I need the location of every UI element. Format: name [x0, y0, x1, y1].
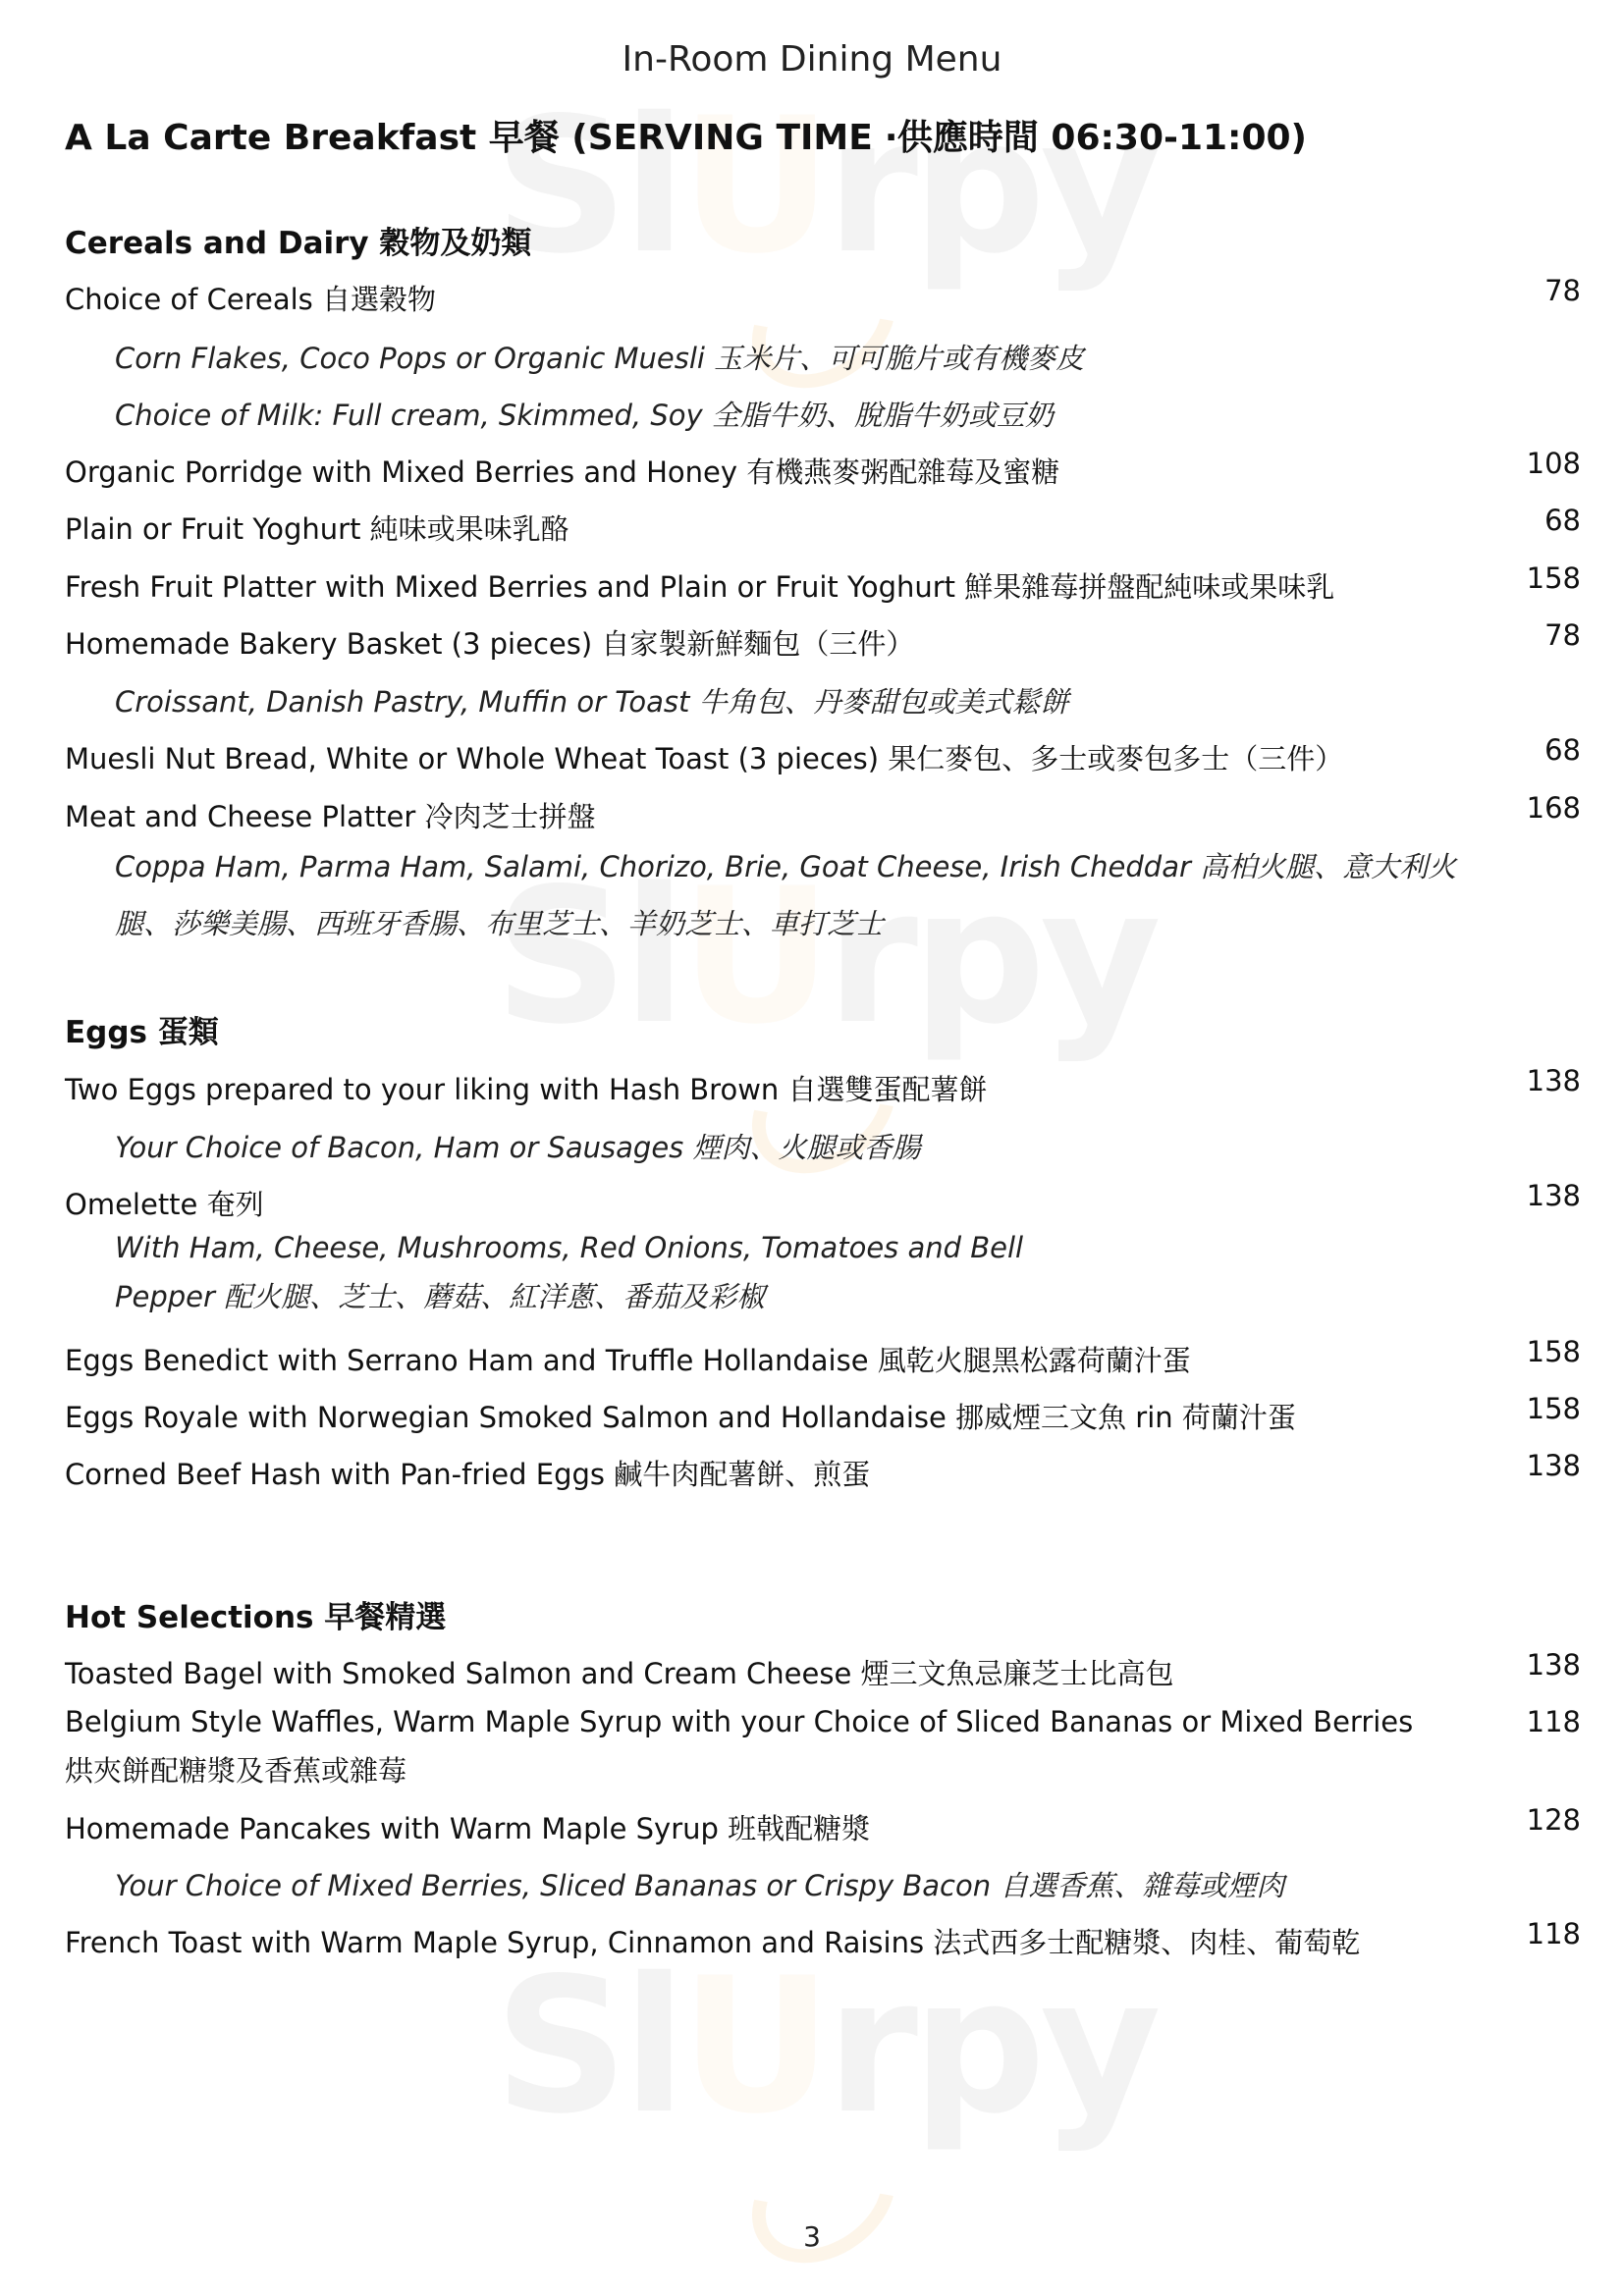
menu-item-price: 128 [1526, 1803, 1581, 1837]
menu-item-description: Your Choice of Mixed Berries, Sliced Bananas or Crispy Bacon 自選香蕉、雜莓或煙肉 [115, 1869, 1285, 1902]
menu-item-description: Your Choice of Bacon, Ham or Sausages 煙肉、火腿或香腸 [115, 1131, 921, 1164]
menu-item-name: Belgium Style Waffles, Warm Maple Syrup with your Choice of Sliced Bananas or Mixed Berries 烘夾餅配糖漿及香蕉或雜莓 [65, 1705, 1414, 1788]
page-number: 3 [803, 2220, 821, 2253]
menu-item-price: 158 [1526, 1335, 1581, 1368]
section-title-eggs: Eggs 蛋類 [65, 1015, 219, 1050]
menu-subtitle: A La Carte Breakfast 早餐 (SERVING TIME ‧供應時間 06:30-11:00) [65, 118, 1307, 158]
menu-item-name: Corned Beef Hash with Pan-fried Eggs 鹹牛肉配薯餅、煎蛋 [65, 1458, 871, 1491]
menu-item-price: 108 [1526, 447, 1581, 480]
menu-item-name: Eggs Benedict with Serrano Ham and Truffle Hollandaise 風乾火腿黑松露荷蘭汁蛋 [65, 1344, 1191, 1377]
menu-item-name: Fresh Fruit Platter with Mixed Berries and Plain or Fruit Yoghurt 鮮果雜莓拼盤配純味或果味乳 [65, 570, 1335, 604]
watermark-logo [412, 1953, 1237, 2140]
menu-item-name: Homemade Pancakes with Warm Maple Syrup 班戟配糖漿 [65, 1812, 871, 1845]
menu-item-name: Two Eggs prepared to your liking with Hash Brown 自選雙蛋配薯餅 [65, 1073, 988, 1106]
menu-item-name: Toasted Bagel with Smoked Salmon and Cream Cheese 煙三文魚忌廉芝士比高包 [65, 1657, 1174, 1690]
menu-item-price: 158 [1526, 561, 1581, 595]
page-title: In-Room Dining Menu [622, 39, 1002, 80]
menu-item-price: 138 [1526, 1179, 1581, 1212]
section-title-hot-selections: Hot Selections 早餐精選 [65, 1600, 447, 1635]
menu-item-price: 158 [1526, 1392, 1581, 1425]
menu-item-name: French Toast with Warm Maple Syrup, Cinnamon and Raisins 法式西多士配糖漿、肉桂、葡萄乾 [65, 1926, 1361, 1959]
menu-item-name: Plain or Fruit Yoghurt 純味或果味乳酪 [65, 512, 569, 546]
menu-item-price: 138 [1526, 1449, 1581, 1482]
menu-item-description: Coppa Ham, Parma Ham, Salami, Chorizo, Brie, Goat Cheese, Irish Cheddar 高柏火腿、意大利火腿、莎樂美腸、西班牙香腸、布里芝士、羊奶芝士、車打芝士 [115, 850, 1457, 940]
section-title-cereals: Cereals and Dairy 穀物及奶類 [65, 226, 532, 261]
menu-item-price: 138 [1526, 1064, 1581, 1097]
menu-item-name: Organic Porridge with Mixed Berries and Honey 有機燕麥粥配雜莓及蜜糖 [65, 455, 1060, 489]
menu-item-name: Eggs Royale with Norwegian Smoked Salmon and Hollandaise 挪威煙三文魚 rin 荷蘭汁蛋 [65, 1401, 1296, 1434]
menu-item-price: 78 [1544, 274, 1581, 307]
menu-item-name: Omelette 奄列 [65, 1188, 264, 1221]
menu-item-price: 118 [1526, 1917, 1581, 1950]
menu-item-name: Choice of Cereals 自選穀物 [65, 283, 436, 316]
menu-item-price: 118 [1526, 1705, 1581, 1738]
menu-item-description: Choice of Milk: Full cream, Skimmed, Soy 全脂牛奶、脫脂牛奶或豆奶 [115, 399, 1054, 432]
menu-item-name: Homemade Bakery Basket (3 pieces) 自家製新鮮麵包（三件） [65, 627, 915, 661]
menu-item-price: 138 [1526, 1648, 1581, 1682]
menu-item-description: Corn Flakes, Coco Pops or Organic Muesli 玉米片、可可脆片或有機麥皮 [115, 342, 1085, 375]
menu-item-name: Meat and Cheese Platter 冷肉芝士拼盤 [65, 800, 596, 833]
menu-item-price: 168 [1526, 791, 1581, 825]
menu-item-name: Muesli Nut Bread, White or Whole Wheat Toast (3 pieces) 果仁麥包、多士或麥包多士（三件） [65, 742, 1344, 775]
menu-item-price: 68 [1544, 733, 1581, 767]
menu-item-price: 68 [1544, 504, 1581, 537]
menu-item-description: With Ham, Cheese, Mushrooms, Red Onions, Tomatoes and Bell Pepper 配火腿、芝士、蘑菇、紅洋蔥、番茄及彩椒 [115, 1231, 1024, 1313]
menu-item-price: 78 [1544, 618, 1581, 652]
menu-item-description: Croissant, Danish Pastry, Muffin or Toast 牛角包、丹麥甜包或美式鬆餅 [115, 685, 1069, 719]
